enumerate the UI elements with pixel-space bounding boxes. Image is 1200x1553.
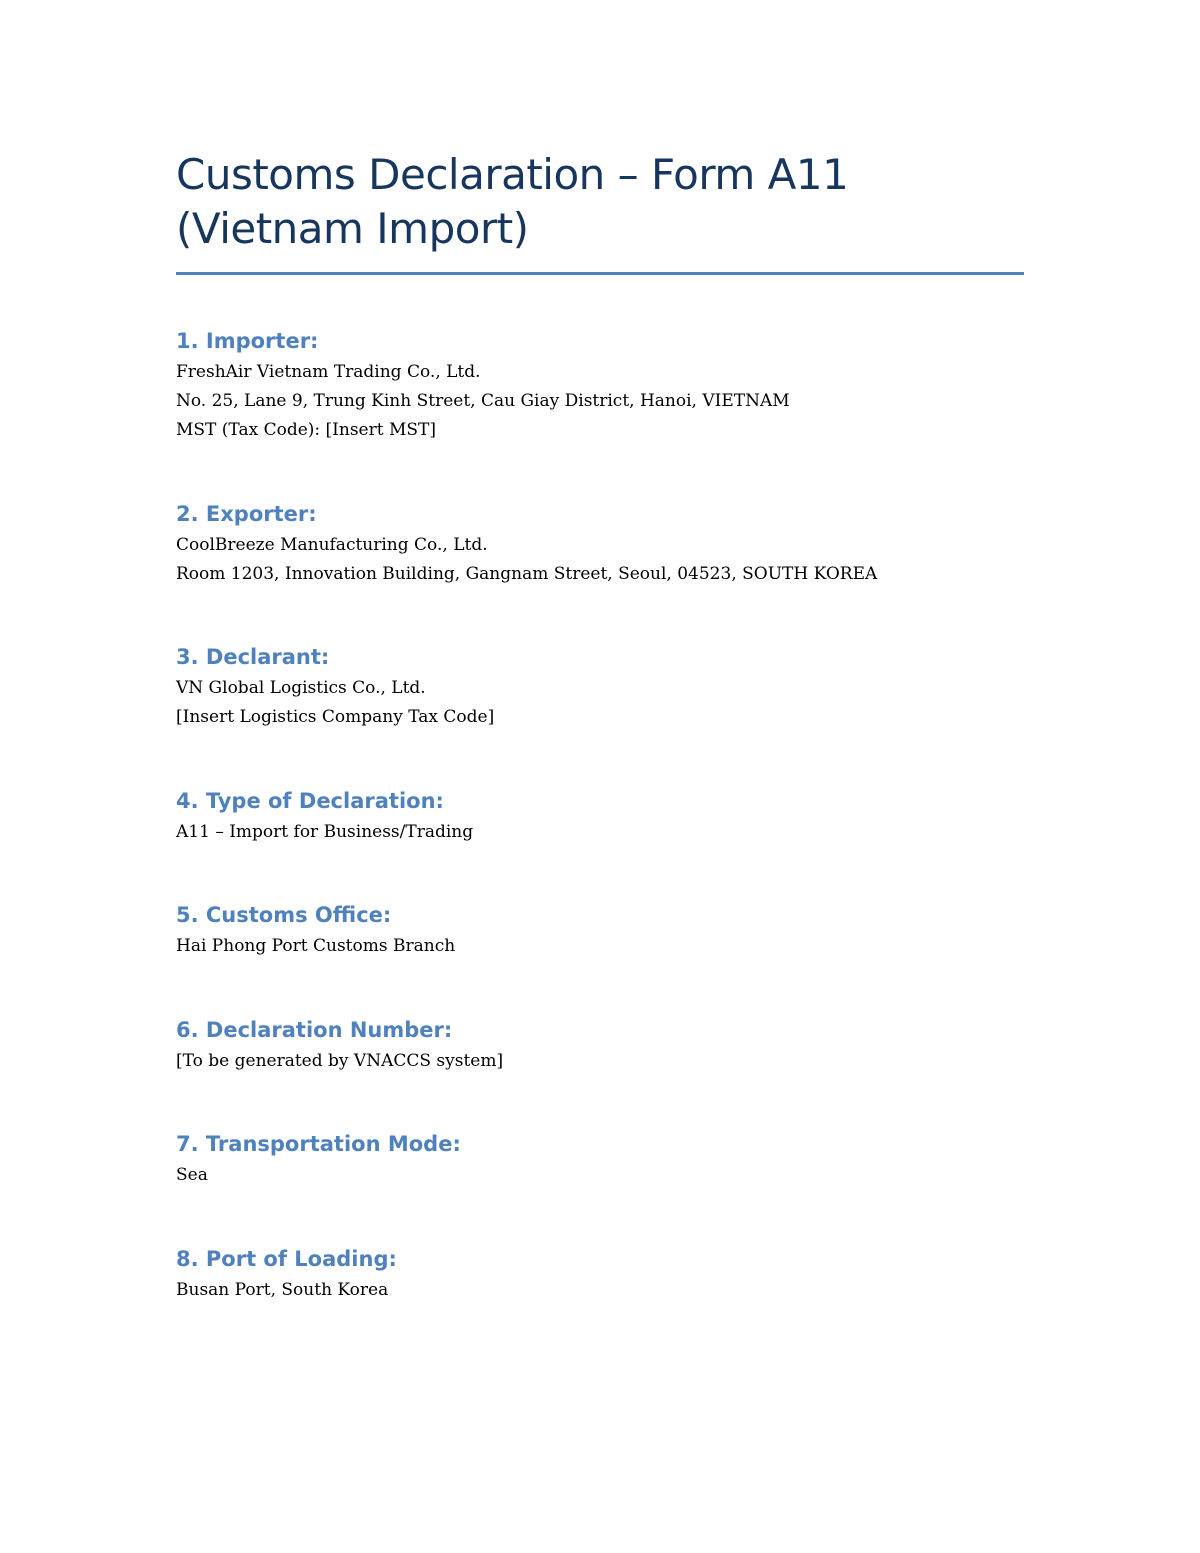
section-heading: 1. Importer: bbox=[176, 329, 319, 353]
exporter-address: Room 1203, Innovation Building, Gangnam Street, Seoul, 04523, SOUTH KOREA bbox=[176, 564, 878, 584]
exporter-name: CoolBreeze Manufacturing Co., Ltd. bbox=[176, 535, 488, 555]
transportation-mode-value: Sea bbox=[176, 1165, 208, 1185]
section-exporter bbox=[176, 499, 1024, 589]
title-line-1: Customs Declaration – Form A11 bbox=[176, 150, 849, 199]
declaration-number-value: [To be generated by VNACCS system] bbox=[176, 1051, 504, 1071]
section-declaration-number bbox=[176, 1015, 1024, 1076]
section-transportation-mode bbox=[176, 1129, 1024, 1190]
section-port-of-loading bbox=[176, 1244, 1024, 1305]
section-heading: 2. Exporter: bbox=[176, 502, 317, 526]
section-declaration-type bbox=[176, 786, 1024, 847]
section-heading: 4. Type of Declaration: bbox=[176, 789, 444, 813]
document-title bbox=[176, 148, 1024, 256]
section-importer bbox=[176, 326, 1024, 445]
customs-office-value: Hai Phong Port Customs Branch bbox=[176, 936, 456, 956]
importer-name: FreshAir Vietnam Trading Co., Ltd. bbox=[176, 362, 481, 382]
title-line-2: (Vietnam Import) bbox=[176, 204, 529, 253]
declarant-tax-code: [Insert Logistics Company Tax Code] bbox=[176, 707, 495, 727]
title-underline bbox=[176, 272, 1024, 275]
section-heading: 5. Customs Office: bbox=[176, 903, 392, 927]
section-heading: 6. Declaration Number: bbox=[176, 1018, 453, 1042]
declaration-type-value: A11 – Import for Business/Trading bbox=[176, 822, 474, 842]
importer-tax-code: MST (Tax Code): [Insert MST] bbox=[176, 420, 436, 440]
section-declarant bbox=[176, 642, 1024, 732]
port-of-loading-value: Busan Port, South Korea bbox=[176, 1280, 389, 1300]
declarant-name: VN Global Logistics Co., Ltd. bbox=[176, 678, 426, 698]
section-heading: 8. Port of Loading: bbox=[176, 1247, 397, 1271]
importer-address: No. 25, Lane 9, Trung Kinh Street, Cau Giay District, Hanoi, VIETNAM bbox=[176, 391, 790, 411]
section-customs-office bbox=[176, 900, 1024, 961]
section-heading: 3. Declarant: bbox=[176, 645, 330, 669]
section-heading: 7. Transportation Mode: bbox=[176, 1132, 461, 1156]
